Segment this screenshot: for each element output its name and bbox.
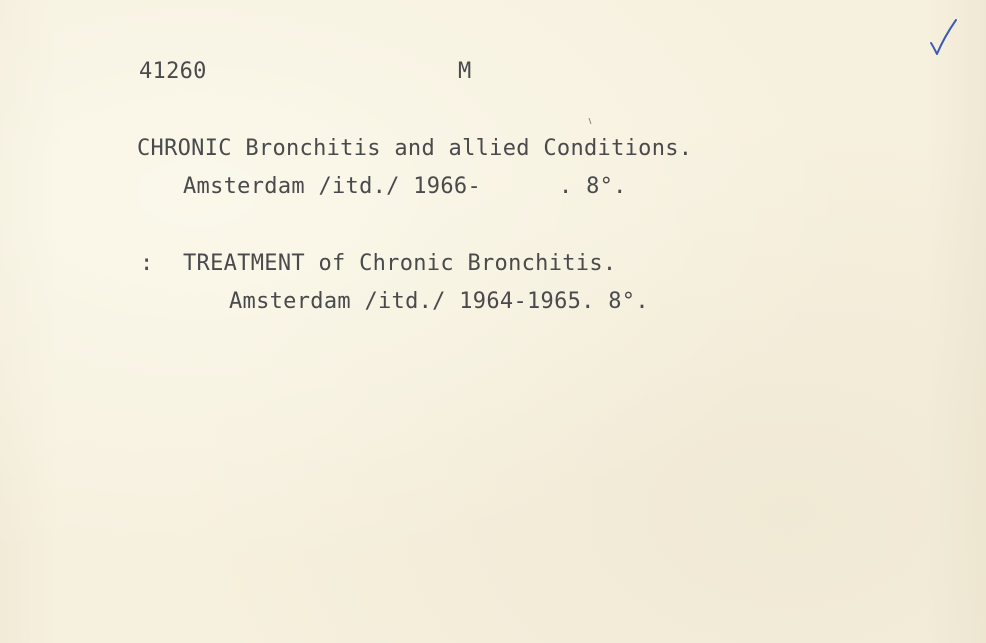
checkmark-icon: [927, 18, 959, 58]
accession-number: 41260: [139, 59, 207, 84]
entry-title-treatment: TREATMENT of Chronic Bronchitis.: [183, 251, 617, 276]
imprint-format: . 8°.: [559, 174, 627, 199]
entry-imprint-1964-1965: Amsterdam /itd./ 1964-1965. 8°.: [229, 289, 649, 314]
imprint-place: Amsterdam /itd./ 1966-: [183, 174, 481, 199]
entry-prefix-colon: :: [140, 251, 154, 276]
mark-letter: M: [458, 59, 472, 84]
entry-imprint-1966: [183, 174, 627, 199]
entry-title-chronic-bronchitis: CHRONIC Bronchitis and allied Conditions.: [137, 136, 693, 161]
stray-pencil-mark: [588, 118, 592, 124]
